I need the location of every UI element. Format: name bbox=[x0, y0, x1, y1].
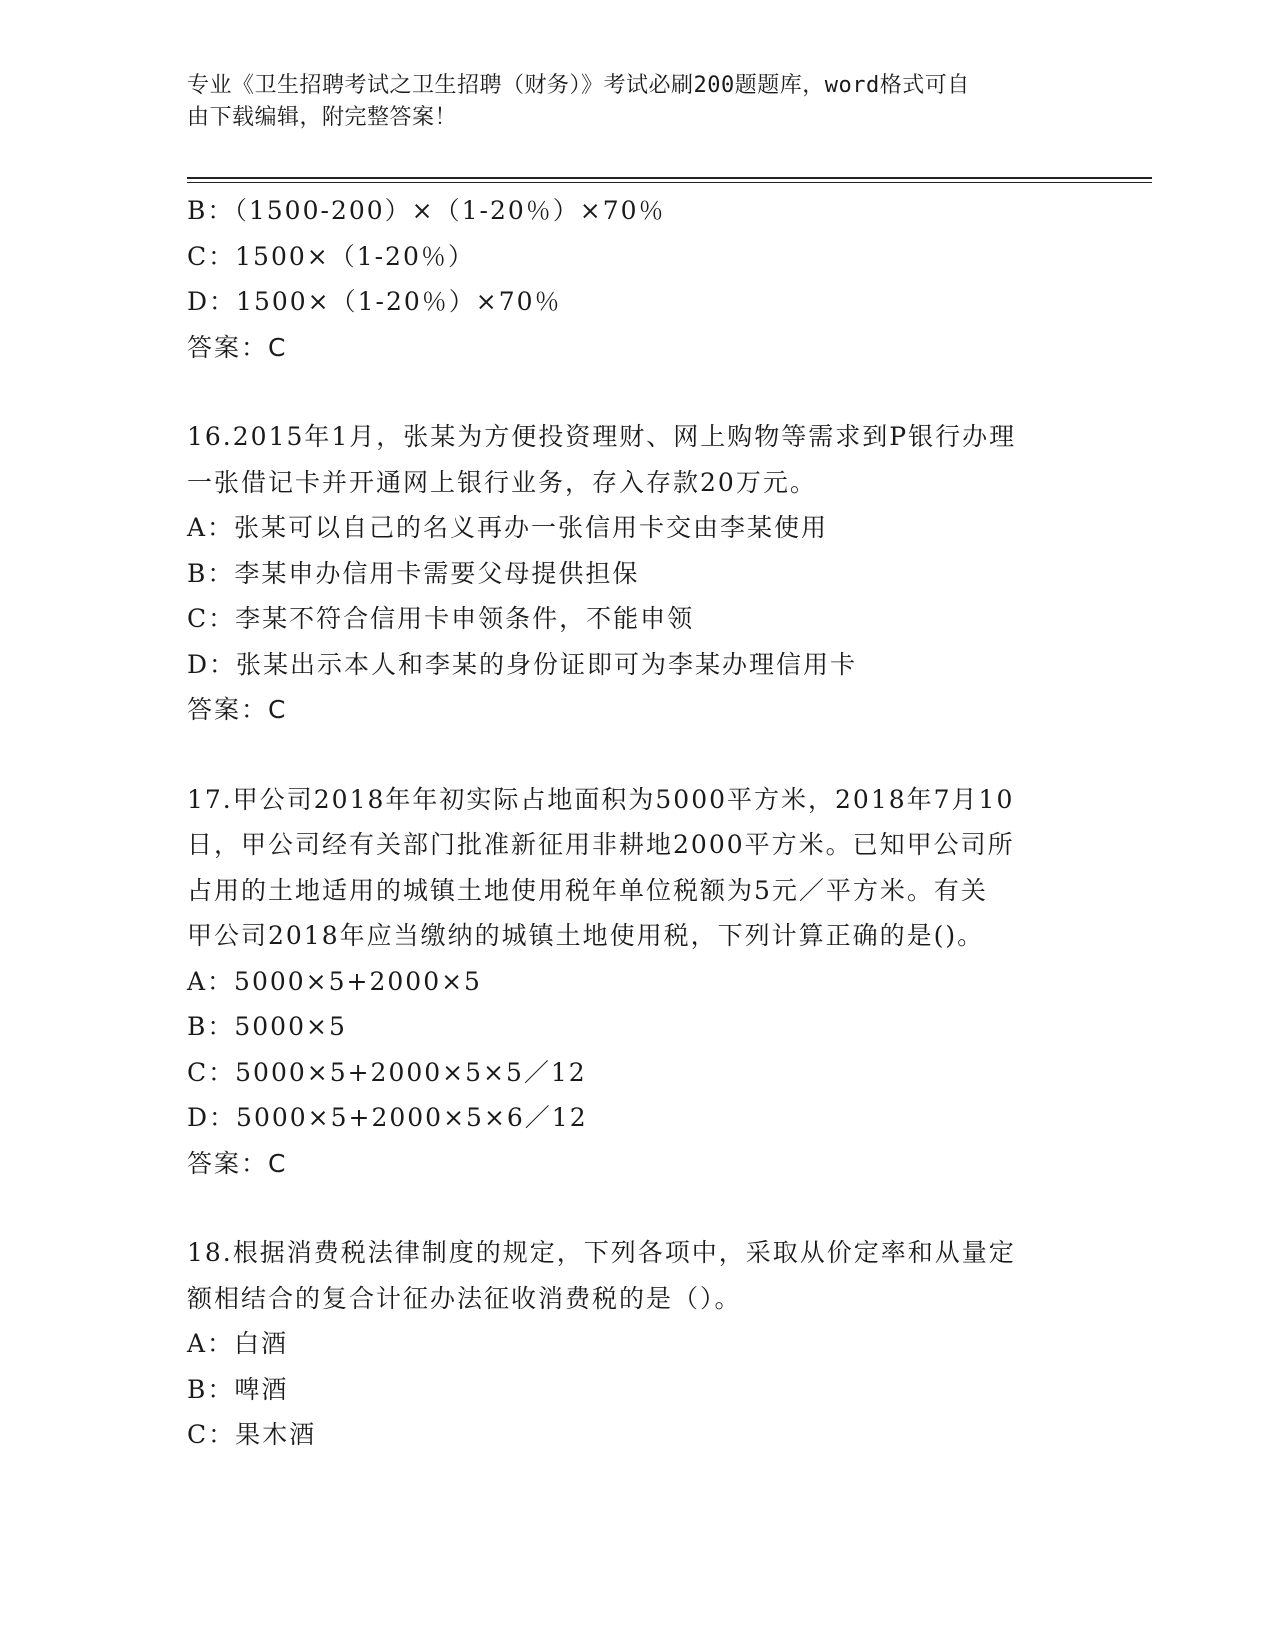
question-stem: 额相结合的复合计征办法征收消费税的是（）。 bbox=[187, 1283, 742, 1313]
option-a: A：白酒 bbox=[187, 1329, 289, 1358]
page-header bbox=[187, 70, 1087, 134]
option-c: C：5000×5+2000×5×5／12 bbox=[187, 1057, 587, 1087]
option-c: C：果木酒 bbox=[187, 1420, 317, 1449]
option-c: C：李某不符合信用卡申领条件，不能申领 bbox=[187, 604, 695, 633]
option-d: D：1500×（1-20％）×70％ bbox=[187, 287, 562, 316]
question-15-block bbox=[187, 188, 1107, 370]
question-stem: 甲公司2018年应当缴纳的城镇土地使用税，下列计算正确的是()。 bbox=[187, 921, 985, 950]
answer: 答案：C bbox=[187, 695, 288, 724]
question-16-block bbox=[187, 414, 1107, 733]
question-stem: 日，甲公司经有关部门批准新征用非耕地2000平方米。已知甲公司所 bbox=[187, 830, 1015, 859]
header-divider bbox=[187, 177, 1152, 183]
option-d: D：张某出示本人和李某的身份证即可为李某办理信用卡 bbox=[187, 649, 858, 679]
option-b: B：李某申办信用卡需要父母提供担保 bbox=[187, 558, 640, 588]
option-b: B：啤酒 bbox=[187, 1374, 289, 1404]
answer: 答案：C bbox=[187, 1148, 288, 1178]
question-stem: 18.根据消费税法律制度的规定，下列各项中，采取从价定率和从量定 bbox=[187, 1238, 1016, 1267]
question-content bbox=[187, 188, 1107, 1458]
question-stem: 一张借记卡并开通网上银行业务，存入存款20万元。 bbox=[187, 467, 817, 497]
question-stem: 17.甲公司2018年年初实际占地面积为5000平方米，2018年7月10 bbox=[187, 784, 1015, 814]
question-stem: 占用的土地适用的城镇土地使用税年单位税额为5元／平方米。有关 bbox=[187, 875, 988, 905]
option-c: C：1500×（1-20％） bbox=[187, 241, 475, 271]
document-title-line-1: 专业《卫生招聘考试之卫生招聘（财务）》考试必刷200题题库，word格式可自 bbox=[187, 73, 970, 98]
option-b: B：（1500-200）×（1-20％）×70％ bbox=[187, 196, 666, 225]
question-17-block bbox=[187, 777, 1107, 1187]
option-d: D：5000×5+2000×5×6／12 bbox=[187, 1103, 588, 1132]
option-a: A：5000×5+2000×5 bbox=[187, 966, 482, 996]
question-18-block bbox=[187, 1230, 1107, 1458]
option-a: A：张某可以自己的名义再办一张信用卡交由李某使用 bbox=[187, 513, 829, 542]
option-b: B：5000×5 bbox=[187, 1012, 347, 1041]
answer: 答案：C bbox=[187, 332, 288, 362]
question-stem: 16.2015年1月，张某为方便投资理财、网上购物等需求到P银行办理 bbox=[187, 422, 1017, 451]
document-title-line-2: 由下载编辑，附完整答案！ bbox=[187, 105, 458, 130]
